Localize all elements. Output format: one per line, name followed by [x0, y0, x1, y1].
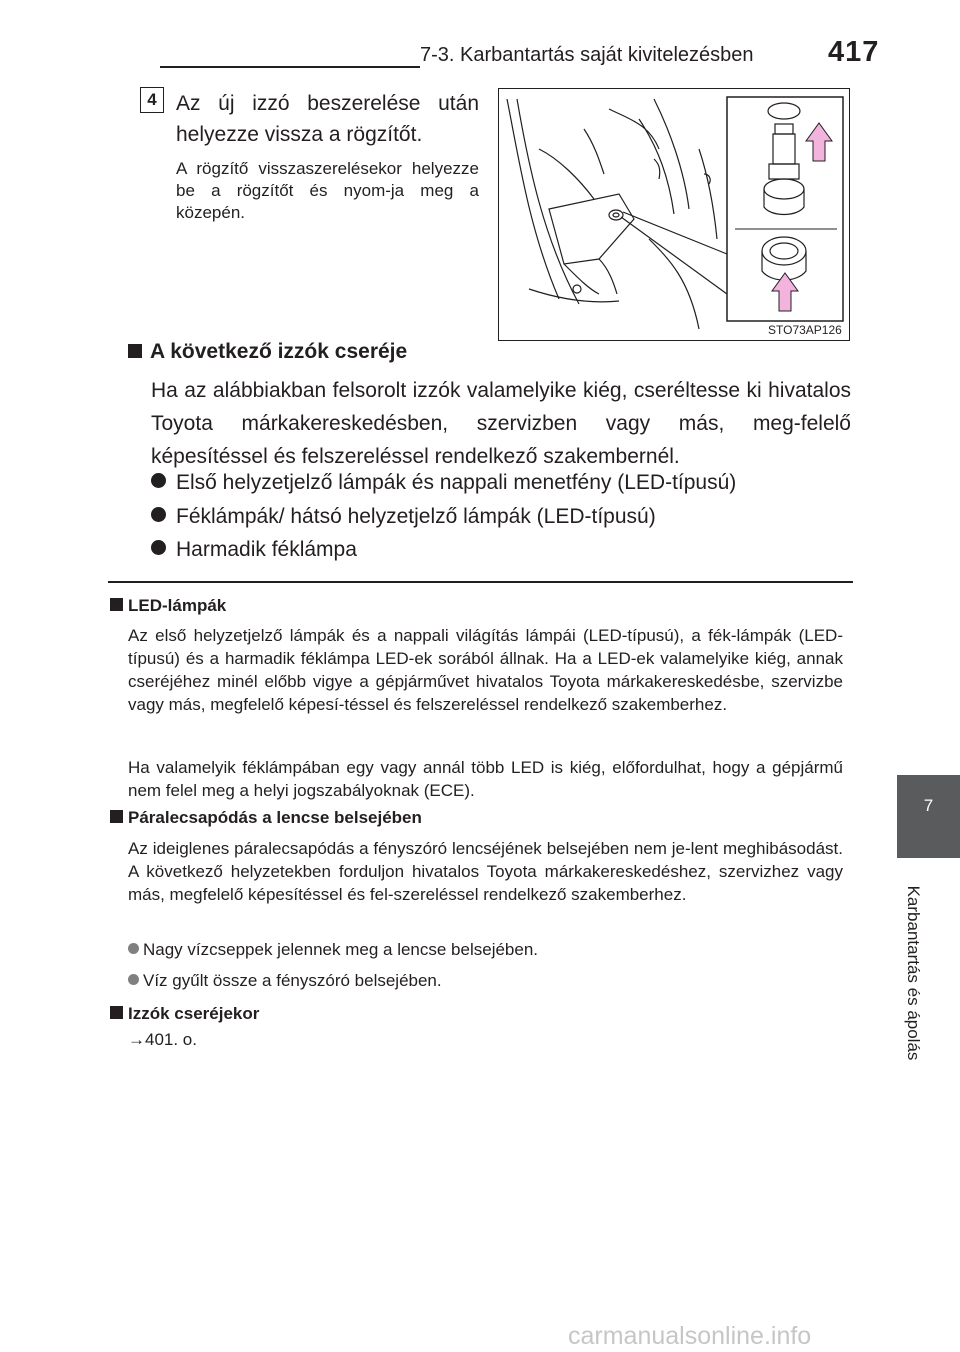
list-item [128, 971, 442, 991]
step-number-badge: 4 [140, 87, 164, 113]
chapter-label [898, 870, 928, 1076]
note-heading-bulbs [110, 1004, 259, 1024]
list-item-text: Nagy vízcseppek jelennek meg a lencse belsejében. [143, 940, 539, 959]
chapter-tab[interactable] [897, 775, 960, 858]
square-bullet-icon [110, 810, 123, 823]
list-item-text: Víz gyűlt össze a fényszóró belsejében. [143, 971, 442, 990]
section-heading [128, 340, 407, 364]
list-item [151, 538, 357, 562]
step-main-text: Az új izzó beszerelése után helyezze vissza a rögzítőt. [176, 92, 479, 146]
note-heading-text: Izzók cseréjekor [128, 1004, 260, 1023]
chapter-tab-number: 7 [923, 796, 934, 815]
list-item-text: Féklámpák/ hátsó helyzetjelző lámpák (LED-típusú) [176, 505, 656, 528]
page-reference-link[interactable]: →401. o. [128, 1030, 197, 1049]
square-bullet-icon [110, 1006, 123, 1019]
list-item [151, 471, 736, 495]
list-item-text: Harmadik féklámpa [176, 538, 357, 561]
note-heading-text: Páralecsapódás a lencse belsejében [128, 808, 422, 827]
page-number: 417 [828, 36, 880, 68]
note-condensation-paragraph: Az ideiglenes páralecsapódás a fényszóró lencséjének belsejében nem je-lent meghibásodást. A következő helyzetekben forduljon hivatalos Toyota márkakereskedéshez, szervizhez vagy más, megfelelő képesítéssel és fel-szereléssel rendelkező szakemberhez. [128, 839, 843, 904]
bullet-icon [151, 540, 166, 555]
note-led-paragraph-2: Ha valamelyik féklámpában egy vagy annál több LED is kiég, előfordulhat, hogy a gépjármű nem felel meg a helyi jogszabályoknak (ECE). [128, 758, 843, 800]
section-body: Ha az alábbiakban felsorolt izzók valamelyike kiég, cseréltesse ki hivatalos Toyota márkakereskedésben, szervizben vagy más, meg-felelő képesítéssel és felszereléssel rendelkező szakembernél. [151, 379, 851, 468]
bullet-icon [151, 473, 166, 488]
watermark-site: carmanualsonline.info [568, 1322, 812, 1350]
list-item [128, 940, 538, 960]
note-heading-text: LED-lámpák [128, 596, 227, 615]
note-heading-condensation [110, 808, 422, 828]
header-section-title: 7-3. Karbantartás saját kivitelezésben [420, 44, 754, 66]
note-heading-led [110, 596, 226, 616]
bullet-icon [128, 974, 139, 985]
bullet-icon [151, 507, 166, 522]
bullet-icon [128, 943, 139, 954]
section-heading-text: A következő izzók cseréje [150, 340, 408, 363]
figure-code: STO73AP126 [768, 323, 842, 337]
retainer-illustration-drawing [499, 89, 848, 339]
header-rule [160, 66, 420, 68]
section-divider [108, 581, 853, 583]
square-bullet-icon [110, 598, 123, 611]
chapter-label-text: Karbantartás és ápolás [904, 885, 923, 1061]
retainer-illustration [498, 88, 850, 341]
section-square-icon [128, 344, 142, 358]
list-item-text: Első helyzetjelző lámpák és nappali menetfény (LED-típusú) [176, 471, 737, 494]
step-note-text: A rögzítő visszaszerelésekor helyezze be a rögzítőt és nyom-ja meg a közepén. [176, 159, 479, 222]
note-led-paragraph-1: Az első helyzetjelző lámpák és a nappali világítás lámpái (LED-típusú), a fék-lámpák (LED-típusú) és a harmadik féklámpa LED-ek sorából állnak. Ha a LED-ek valamelyike kiég, annak cseréjéhez minél előbb vigye a gépjárművet hivatalos Toyota márkakereskedésbe, szervizbe vagy más, megfelelő képesí-téssel és felszereléssel rendelkező szakemberhez. [128, 626, 843, 714]
list-item [151, 505, 656, 529]
